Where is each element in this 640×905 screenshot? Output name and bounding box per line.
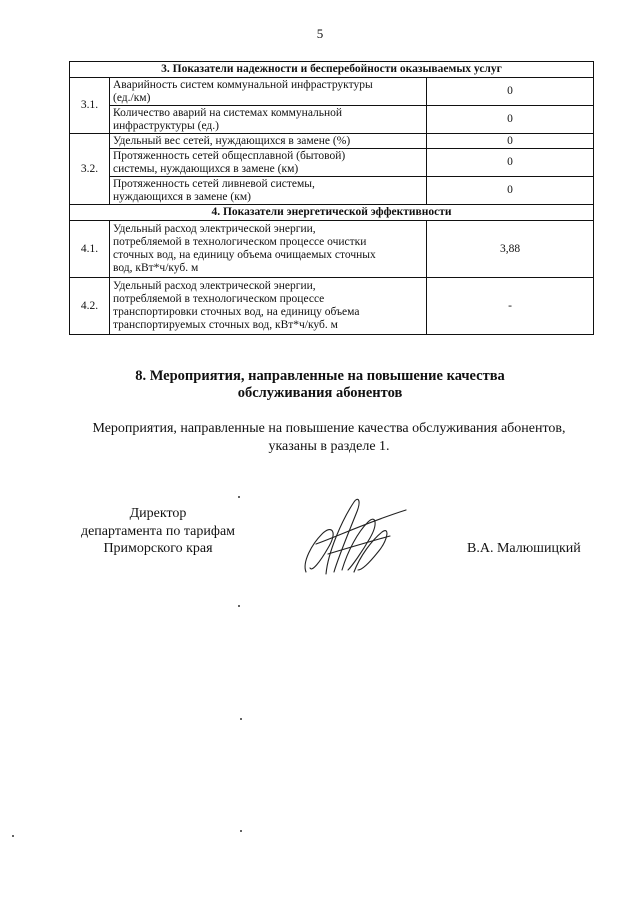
table-row [70, 78, 594, 106]
table-row [70, 134, 594, 149]
indicator-name-line: системы, нуждающихся в замене (км) [113, 162, 299, 175]
handwritten-signature [298, 492, 410, 578]
indicator-name-line: сточных вод, на единицу объема очищаемых сточных [113, 249, 376, 261]
table-row [70, 221, 594, 278]
indicator-name-line: потребляемой в технологическом процессе очистки [113, 236, 367, 248]
table-row [70, 278, 594, 335]
indicator-name-line: Протяженность сетей ливневой системы, [113, 177, 315, 190]
indicators-table [69, 61, 594, 335]
signatory-line: департамента по тарифам [80, 523, 236, 539]
table-row [70, 106, 594, 134]
item-number: 3.2. [70, 134, 110, 205]
indicator-name-line: вод, кВт*ч/куб. м [113, 262, 199, 274]
indicator-name [110, 106, 427, 134]
indicator-name [110, 149, 427, 177]
signatory-line: Приморского края [103, 541, 213, 556]
scan-speck [238, 605, 240, 607]
section-row [70, 62, 594, 78]
scan-speck [238, 496, 240, 498]
section-row [70, 205, 594, 221]
indicator-name-line: Удельный вес сетей, нуждающихся в замене (%) [113, 134, 351, 147]
indicator-value: 0 [427, 78, 594, 106]
indicator-name [110, 78, 427, 106]
indicator-name [110, 221, 427, 278]
section-title: 3. Показатели надежности и бесперебойности оказываемых услуг [70, 62, 594, 78]
indicator-name [110, 177, 427, 205]
section-8-paragraph [64, 420, 594, 456]
indicator-name-line: транспортировки сточных вод, на единицу объема [113, 306, 360, 318]
item-number: 3.1. [70, 78, 110, 134]
signer-name: В.А. Малюшицкий [467, 541, 581, 556]
indicator-name-line: Удельный расход электрической энергии, [113, 280, 316, 292]
scan-speck [240, 830, 242, 832]
indicator-name [110, 134, 427, 149]
indicator-name-line: нуждающихся в замене (км) [113, 190, 251, 203]
heading-line: 8. Мероприятия, направленные на повышение качества [135, 368, 505, 384]
section-title: 4. Показатели энергетической эффективности [70, 205, 594, 221]
indicator-name-line: потребляемой в технологическом процессе [113, 293, 325, 305]
page-number: 5 [316, 26, 324, 41]
heading-line: обслуживания абонентов [237, 385, 403, 401]
section-8-heading [0, 368, 640, 402]
signatory-title [58, 505, 258, 558]
indicator-name-line: (ед./км) [113, 91, 151, 104]
indicator-name-line: Аварийность систем коммунальной инфраструктуры [113, 78, 373, 91]
indicator-name-line: Удельный расход электрической энергии, [113, 223, 316, 235]
table-row [70, 149, 594, 177]
indicator-name [110, 278, 427, 335]
scan-speck [12, 835, 14, 837]
indicator-name-line: инфраструктуры (ед.) [113, 119, 219, 132]
scan-speck [240, 718, 242, 720]
indicator-value: 0 [427, 149, 594, 177]
indicator-value: 3,88 [427, 221, 594, 278]
paragraph-line: Мероприятия, направленные на повышение качества обслуживания абонентов, [92, 421, 566, 436]
indicator-value: 0 [427, 134, 594, 149]
item-number: 4.2. [70, 278, 110, 335]
item-number: 4.1. [70, 221, 110, 278]
indicator-name-line: Протяженность сетей общесплавной (бытовой) [113, 149, 346, 162]
paragraph-line: указаны в разделе 1. [268, 439, 390, 454]
indicator-name-line: транспортируемых сточных вод, кВт*ч/куб. м [113, 319, 338, 331]
indicator-value: 0 [427, 177, 594, 205]
table-row [70, 177, 594, 205]
indicator-name-line: Количество аварий на системах коммунальной [113, 106, 343, 119]
indicator-value: - [427, 278, 594, 335]
signatory-line: Директор [129, 506, 187, 521]
indicator-value: 0 [427, 106, 594, 134]
